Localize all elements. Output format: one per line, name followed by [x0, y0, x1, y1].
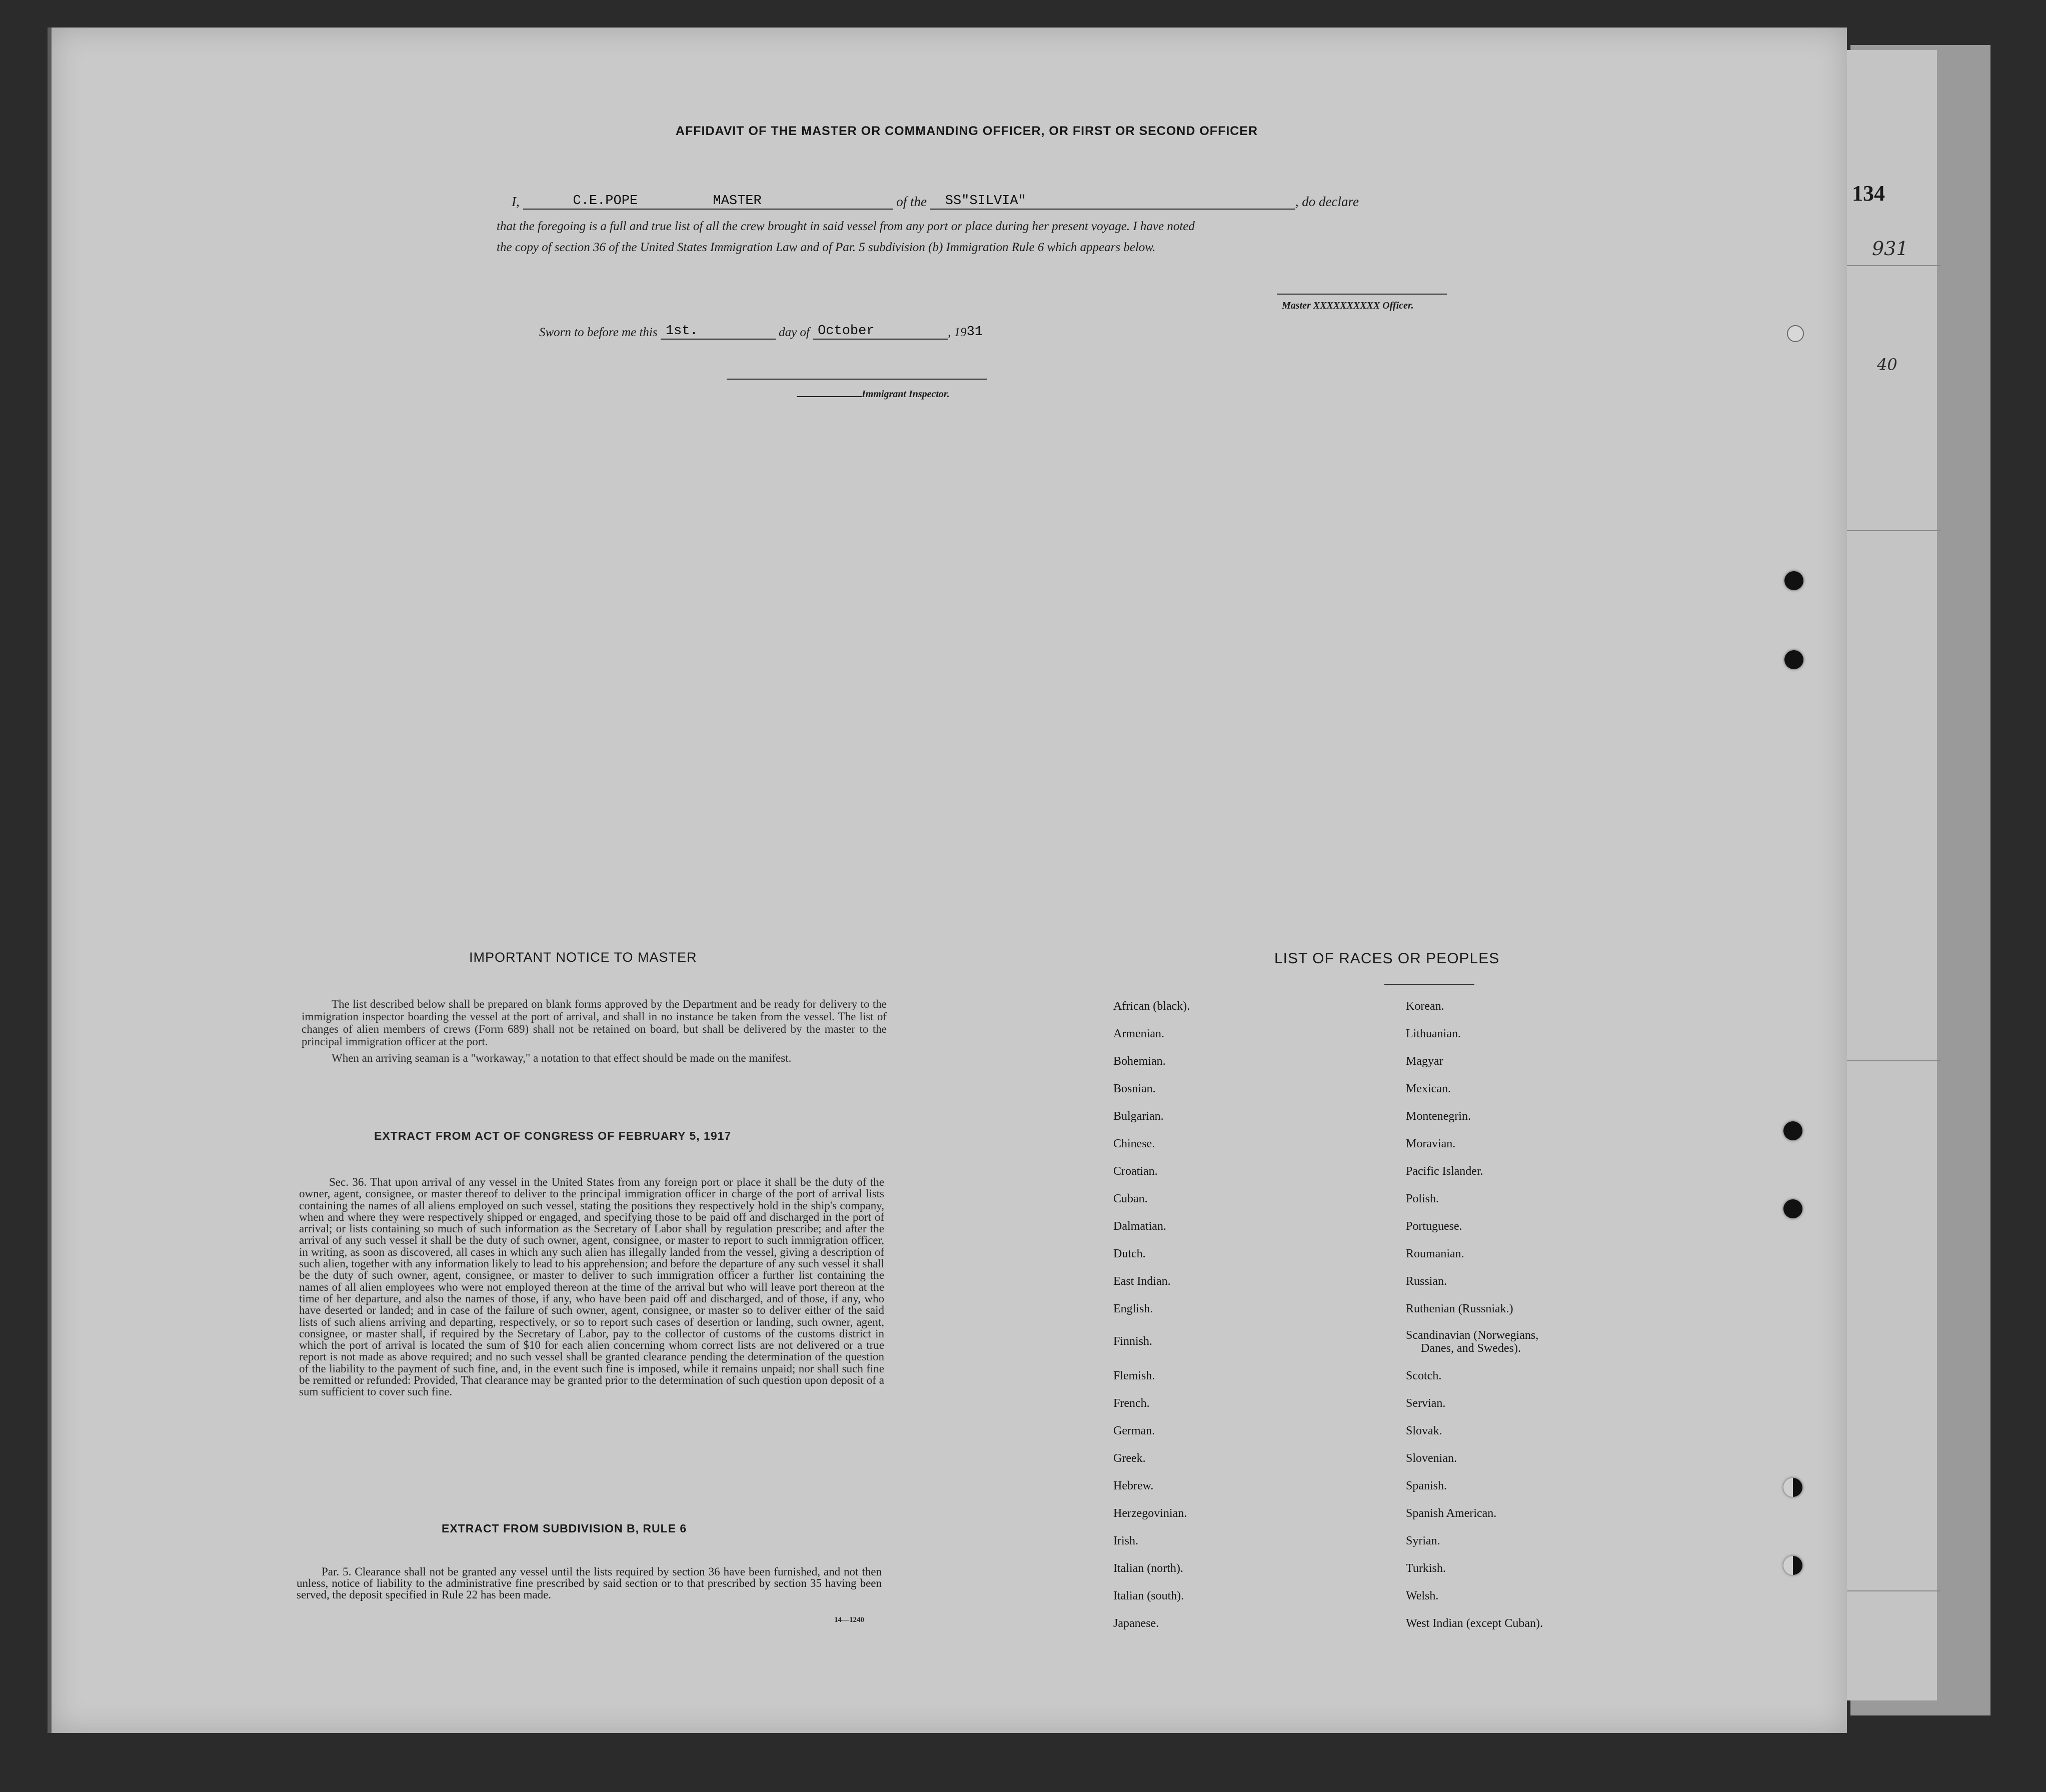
race-right: Spanish.: [1406, 1479, 1447, 1492]
race-left: Bosnian.: [1113, 1082, 1156, 1095]
race-right: West Indian (except Cuban).: [1406, 1617, 1543, 1630]
race-left: Dalmatian.: [1113, 1220, 1166, 1233]
race-left: Hebrew.: [1113, 1479, 1154, 1492]
race-left: Dutch.: [1113, 1247, 1146, 1260]
race-right: Mexican.: [1406, 1082, 1451, 1095]
master-signature-label: Master XXXXXXXXXX Officer.: [1282, 300, 1414, 311]
race-right: Moravian.: [1406, 1137, 1456, 1150]
binding-hole: [1783, 1478, 1802, 1497]
race-right: Russian.: [1406, 1275, 1447, 1288]
of-the-label: of the: [896, 194, 927, 209]
race-right: Magyar: [1406, 1055, 1443, 1068]
sworn-month-field: October: [813, 324, 948, 340]
race-left: Croatian.: [1113, 1165, 1158, 1178]
race-left: Greek.: [1113, 1452, 1146, 1465]
race-left: Finnish.: [1113, 1335, 1153, 1348]
sheet-rule: [1840, 265, 1940, 266]
margin-note-931: 931: [1872, 238, 1908, 260]
race-left: Italian (north).: [1113, 1562, 1183, 1575]
race-left: Herzegovinian.: [1113, 1507, 1187, 1520]
race-right: Turkish.: [1406, 1562, 1446, 1575]
binding-hole: [1783, 1121, 1802, 1140]
race-right: Ruthenian (Russniak.): [1406, 1302, 1513, 1315]
race-right: Korean.: [1406, 1000, 1444, 1013]
day-of-label: day of: [779, 326, 810, 339]
race-right: Servian.: [1406, 1397, 1446, 1410]
race-left: German.: [1113, 1424, 1155, 1437]
declaration-text-line-2: that the foregoing is a full and true list of all the crew brought in said vessel from any port or place during her present voyage. I have noted: [497, 220, 1195, 233]
race-right: Slovenian.: [1406, 1452, 1457, 1465]
race-right: Scandinavian (Norwegians,: [1406, 1329, 1539, 1342]
race-right: Spanish American.: [1406, 1507, 1497, 1520]
declaration-text-line-3: the copy of section 36 of the United States Immigration Law and of Par. 5 subdivision (b) Immigration Rule 6 which appears below.: [497, 241, 1156, 254]
binding-hole: [1783, 1199, 1802, 1218]
race-left: African (black).: [1113, 1000, 1190, 1013]
sheet-rule: [1840, 1590, 1940, 1591]
form-number: 14—1240: [834, 1616, 864, 1624]
notice-paragraph-2: When an arriving seaman is a "workaway," a notation to that effect should be made on the manifest.: [332, 1052, 792, 1064]
race-left: Irish.: [1113, 1534, 1138, 1547]
extract-act-text: Sec. 36. That upon arrival of any vessel in the United States from any foreign port or place it shall be the duty of the owner, agent, consignee, or master thereof to deliver to the principal immigration officer in charge of the port of arrival lists containing the names of all aliens employed on such vessel, stating the positions they respectively hold in the ship's company, when and where they were respectively shipped or engaged, and specifying those to be paid off and discharged in the port of arrival; or lists containing so much of such information as the Secretary of Labor shall by regulation prescribe; and after the arrival of any such vessel it shall be the duty of such owner, agent, consignee, or master to report to such immigration officer, in writing, as soon as discovered, all cases in which any such alien has illegally landed from the vessel, giving a description of such alien, together with any information likely to lead to his apprehension; and before the departure of any such vessel it shall be the duty of such owner, agent, consignee, or master to deliver to such immigration officer a further list containing the names of all alien employees who were not employed thereon at the time of the arrival but who will leave port thereon at the time of her departure, and also the names of those, if any, who have been paid off and discharged, and of those, if any, who have deserted or landed; and in case of the failure of such owner, agent, consignee, or master so to deliver either of the said lists of such aliens arriving and departing, respectively, or so to report such cases of desertion or landing, such owner, agent, consignee, or master shall, if required by the Secretary of Labor, pay to the collector of customs of the customs district in which the port of arrival is located the sum of $10 for each alien concerning whom correct lists are not delivered or a true report is not made as above required; and no such vessel shall be granted clearance pending the determination of the question of the liability to the payment of such fine, and, in the event such fine is imposed, while it remains unpaid; nor shall such fine be remitted or refunded: Provided, That clearance may be granted prior to the determination of such question upon deposit of a sum sufficient to cover such fine.: [299, 1176, 884, 1398]
race-right: Pacific Islander.: [1406, 1165, 1483, 1178]
race-right: Slovak.: [1406, 1424, 1442, 1437]
race-right: Syrian.: [1406, 1534, 1440, 1547]
manifest-page: [48, 28, 1908, 1733]
year-prefix: , 19: [948, 326, 967, 339]
race-left: East Indian.: [1113, 1275, 1171, 1288]
sworn-statement: [539, 324, 1189, 340]
binding-hole: [1784, 650, 1803, 669]
race-right: Welsh.: [1406, 1589, 1439, 1602]
extract-rule-title: EXTRACT FROM SUBDIVISION B, RULE 6: [442, 1522, 687, 1535]
officer-rank-field: MASTER: [688, 194, 893, 210]
notice-paragraph-1: The list described below shall be prepared on blank forms approved by the Department and be ready for delivery to the immigration inspector boarding the vessel at the port of arrival, and shall in no instance be taken from the vessel. The list of changes of alien members of crews (Form 689) shall not be retained on board, but shall be delivered by the master to the principal immigration officer at the port.: [302, 998, 887, 1048]
binding-hole: [1784, 571, 1803, 590]
race-right: Portuguese.: [1406, 1220, 1462, 1233]
race-right: Montenegrin.: [1406, 1110, 1471, 1123]
master-signature-line: [1277, 294, 1447, 295]
race-left: Bulgarian.: [1113, 1110, 1164, 1123]
inspector-label: Immigrant Inspector.: [797, 389, 950, 400]
race-left: English.: [1113, 1302, 1153, 1315]
notice-title: IMPORTANT NOTICE TO MASTER: [469, 950, 697, 965]
i-label: I,: [512, 194, 520, 209]
race-right: Scotch.: [1406, 1369, 1442, 1382]
race-left: Japanese.: [1113, 1617, 1159, 1630]
race-right: Roumanian.: [1406, 1247, 1464, 1260]
sworn-label: Sworn to before me this: [539, 326, 658, 339]
races-title-rule: [1384, 984, 1474, 985]
extract-act-title: EXTRACT FROM ACT OF CONGRESS OF FEBRUARY 5, 1917: [374, 1129, 732, 1142]
race-left: Italian (south).: [1113, 1589, 1184, 1602]
race-left: Armenian.: [1113, 1027, 1164, 1040]
margin-note-40: 40: [1877, 355, 1897, 374]
declaration-line: [512, 194, 1487, 210]
race-right-continued: Danes, and Swedes).: [1421, 1342, 1521, 1355]
race-left: Flemish.: [1113, 1369, 1155, 1382]
binding-hole: [1783, 1556, 1802, 1575]
race-right: Polish.: [1406, 1192, 1439, 1205]
sheet-rule: [1840, 1060, 1940, 1061]
extract-rule-text: Par. 5. Clearance shall not be granted any vessel until the lists required by section 36 have been furnished, and not then unless, notice of liability to the administrative fine prescribed by said section or to that prescribed by section 35 having been served, the deposit specified in Rule 22 has been made.: [297, 1565, 882, 1601]
inspector-signature-line: [727, 379, 987, 380]
races-title: LIST OF RACES OR PEOPLES: [1274, 950, 1500, 967]
sworn-day-field: 1st.: [661, 324, 776, 340]
race-left: Chinese.: [1113, 1137, 1155, 1150]
race-right: Lithuanian.: [1406, 1027, 1461, 1040]
race-left: French.: [1113, 1397, 1150, 1410]
race-left: Bohemian.: [1113, 1055, 1166, 1068]
sheet-rule: [1840, 530, 1940, 531]
sworn-year-field: 31: [966, 325, 983, 340]
binding-hole: [1787, 325, 1804, 342]
race-left: Cuban.: [1113, 1192, 1148, 1205]
officer-name-field: C.E.POPE: [523, 194, 688, 210]
do-declare-label: , do declare: [1295, 194, 1359, 209]
notice-text: [302, 998, 887, 1068]
page-number: 134: [1852, 181, 1885, 206]
vessel-name-field: SS"SILVIA": [930, 194, 1295, 210]
affidavit-title: AFFIDAVIT OF THE MASTER OR COMMANDING OFFICER, OR FIRST OR SECOND OFFICER: [675, 124, 1258, 138]
